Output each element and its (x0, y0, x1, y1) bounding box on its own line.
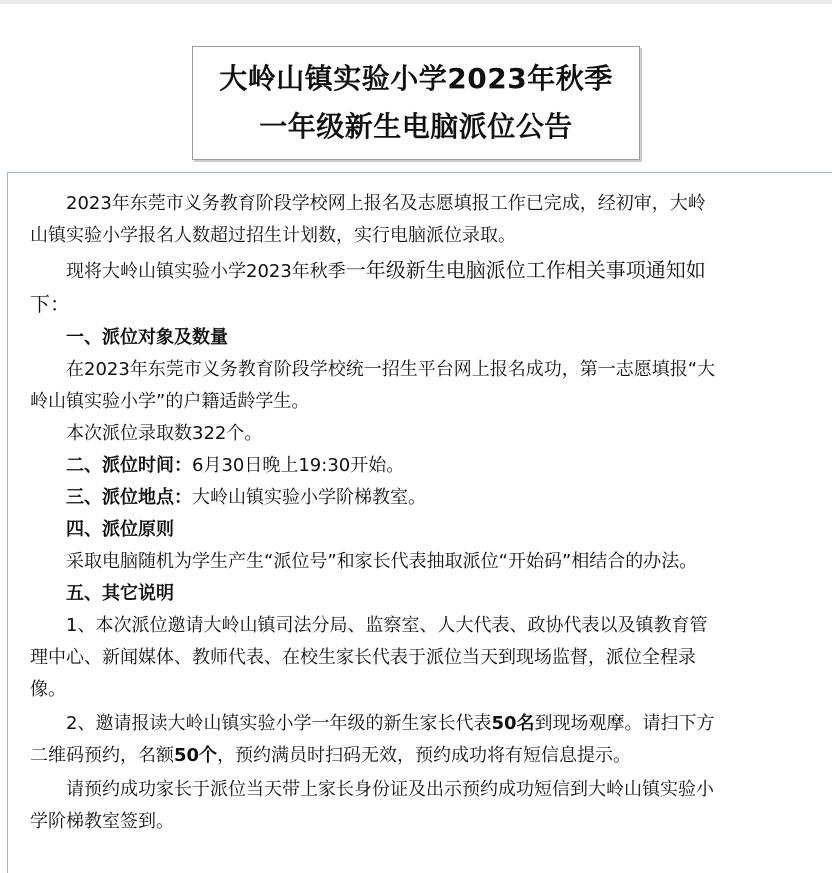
section-heading-1: 一、派位对象及数量 (66, 327, 228, 348)
para-notice-line-2: 下： (30, 292, 70, 316)
para-note1-line-2: 理中心、新闻媒体、教师代表、在校生家长代表于派位当天到现场监督，派位全程录 (30, 647, 696, 668)
note2-text-b: 到现场观摩。请扫下方 (534, 713, 715, 734)
para-target-line-1: 在2023年东莞市义务教育阶段学校统一招生平台网上报名成功，第一志愿填报“大 (66, 359, 716, 380)
para-intro-line-1: 2023年东莞市义务教育阶段学校网上报名及志愿填报工作已完成，经初审，大岭 (66, 193, 706, 214)
para-principle: 采取电脑随机为学生产生“派位号”和家长代表抽取派位“开始码”相结合的办法。 (66, 551, 698, 572)
section-heading-2: 二、派位时间： (66, 455, 192, 476)
time-value: 6月30日晚上19:30开始。 (192, 455, 405, 476)
place-value: 大岭山镇实验小学阶梯教室。 (192, 487, 426, 508)
para-intro-line-2: 山镇实验小学报名人数超过招生计划数，实行电脑派位录取。 (30, 225, 516, 246)
para-note1-line-1: 1、本次派位邀请大岭山镇司法分局、监察室、人大代表、政协代表以及镇教育管 (66, 615, 708, 636)
note2-bold-count: 50名 (491, 713, 535, 734)
note2-text-a: 2、邀请报读大岭山镇实验小学一年级的新生家长代表 (66, 713, 492, 734)
para-quota: 本次派位录取数322个。 (66, 423, 263, 444)
note2-text-d: ，预约满员时扫码无效，预约成功将有短信息提示。 (217, 745, 632, 766)
para-note1-line-3: 像。 (30, 679, 66, 700)
para-note2-line-1 (30, 708, 816, 740)
section-heading-5: 五、其它说明 (66, 583, 174, 604)
section-time (30, 450, 816, 482)
para-notice-text-a: 现将大岭山镇实验小学2023年秋季 (66, 261, 346, 282)
para-notice-text-b: 一年级新生电脑派位工作相关事项通知如 (345, 258, 706, 282)
para-note3-line-2: 学阶梯教室签到。 (30, 811, 174, 832)
notice-body (30, 188, 816, 838)
note2-bold-quota: 50个 (174, 745, 218, 766)
title-line-2: 一年级新生电脑派位公告 (259, 110, 573, 143)
para-note2-line-2 (30, 740, 816, 772)
section-heading-3: 三、派位地点： (66, 487, 192, 508)
section-heading-4: 四、派位原则 (66, 519, 174, 540)
title-box (192, 46, 640, 160)
top-bar (0, 0, 832, 4)
para-notice-line-1 (30, 254, 816, 288)
para-note3-line-1: 请预约成功家长于派位当天带上家长身份证及出示预约成功短信到大岭山镇实验小 (66, 779, 714, 800)
title-line-1: 大岭山镇实验小学2023年秋季 (219, 62, 613, 95)
note2-text-c: 二维码预约，名额 (30, 745, 174, 766)
section-place (30, 482, 816, 514)
para-target-line-2: 岭山镇实验小学”的户籍适龄学生。 (30, 391, 310, 412)
